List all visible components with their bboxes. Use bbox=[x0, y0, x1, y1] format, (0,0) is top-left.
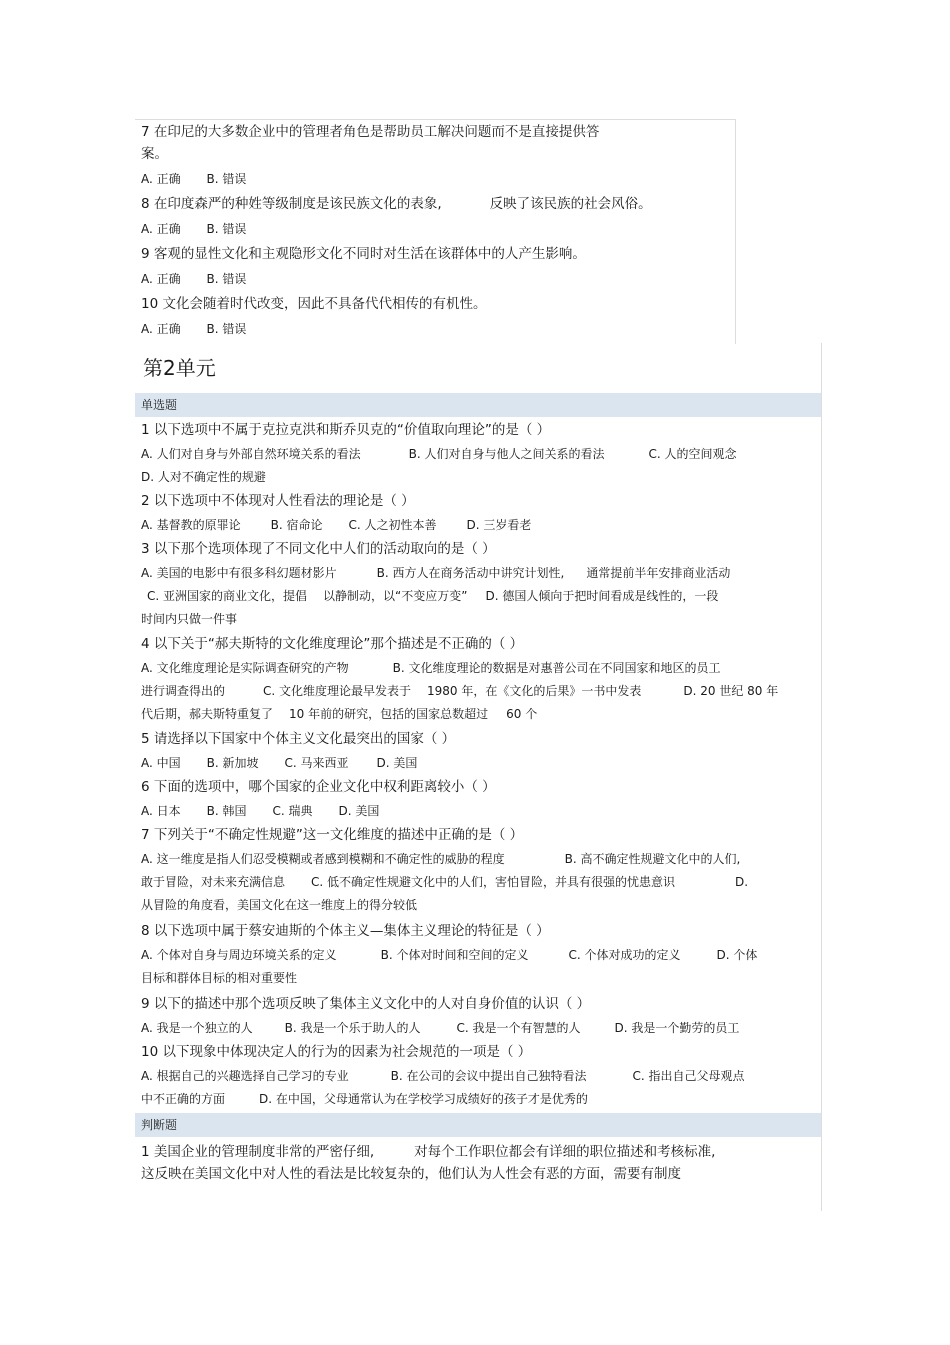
question-4: 4 以下关于“郝夫斯特的文化维度理论”那个描述是不正确的（ ） bbox=[141, 636, 524, 652]
option-c[interactable]: C. 个体对成功的定义 bbox=[568, 948, 681, 962]
option-b[interactable]: B. 高不确定性规避文化中的人们, bbox=[564, 852, 741, 866]
option-true[interactable]: A. 正确 bbox=[141, 272, 181, 286]
question-2-options bbox=[135, 514, 821, 537]
question-7: 7 下列关于“不确定性规避”这一文化维度的描述中正确的是（ ） bbox=[141, 827, 524, 843]
option-a[interactable]: A. 根据自己的兴趣选择自己学习的专业 bbox=[141, 1069, 349, 1083]
option-b[interactable]: B. 西方人在商务活动中讲究计划性, bbox=[376, 566, 565, 580]
question-7: 7 在印尼的大多数企业中的管理者角色是帮助员工解决问题而不是直接提供答 案。 bbox=[141, 124, 600, 162]
question-4-options-line-1 bbox=[135, 657, 821, 680]
option-c[interactable]: C. 指出自己父母观点 bbox=[632, 1069, 745, 1083]
question-4-options-line-3: 代后期，郝夫斯特重复了 10 年前的研究，包括的国家总数超过 60 个 bbox=[141, 707, 538, 721]
option-d[interactable]: D. 德国人倾向于把时间看成是线性的，一段 bbox=[485, 589, 719, 603]
question-10: 10 以下现象中体现决定人的行为的因素为社会规范的一项是（ ） bbox=[141, 1044, 532, 1060]
question-9-options bbox=[135, 268, 735, 291]
question-5: 5 请选择以下国家中个体主义文化最突出的国家（ ） bbox=[141, 731, 456, 747]
question-6: 6 下面的选项中，哪个国家的企业文化中权利距离较小（ ） bbox=[141, 779, 496, 795]
option-b[interactable]: B. 在公司的会议中提出自己独特看法 bbox=[390, 1069, 587, 1083]
option-c[interactable]: C. 人的空间观念 bbox=[648, 447, 737, 461]
option-true[interactable]: A. 正确 bbox=[141, 322, 181, 336]
question-3-options-line-2: C. 亚洲国家的商业文化，提倡 以静制动，以“不变应万变” D. 德国人倾向于把时间看成是线性的，一段 bbox=[147, 589, 719, 603]
question-8-options-line-1 bbox=[135, 944, 821, 967]
question-1-options-line-1 bbox=[135, 443, 821, 466]
option-d[interactable]: D. 三岁看老 bbox=[466, 518, 532, 532]
option-d[interactable]: D. 我是一个勤劳的员工 bbox=[614, 1021, 740, 1035]
question-3: 3 以下那个选项体现了不同文化中人们的活动取向的是（ ） bbox=[141, 541, 496, 557]
option-c[interactable]: C. 马来西亚 bbox=[284, 756, 349, 770]
question-10: 10 文化会随着时代改变，因此不具备代代相传的有机性。 bbox=[141, 296, 487, 312]
question-3-options-line-1: A. 美国的电影中有很多科幻题材影片 B. 西方人在商务活动中讲究计划性, 通常提前半年安排商业活动 bbox=[141, 566, 731, 580]
question-3-options-line-3: 时间内只做一件事 bbox=[141, 612, 238, 626]
option-d[interactable]: D. bbox=[735, 875, 749, 889]
judgement-header: 判断题 bbox=[135, 1113, 821, 1137]
judgement-question-1: 1 美国企业的管理制度非常的严密仔细, 对每个工作职位都会有详细的职位描述和考核标准, 这反映在美国文化中对人性的看法是比较复杂的，他们认为人性会有恶的方面，需要有制度 bbox=[141, 1144, 716, 1182]
question-5-options bbox=[135, 752, 821, 775]
option-b[interactable]: B. 文化维度理论的数据是对惠普公司在不同国家和地区的员工 bbox=[392, 661, 721, 675]
question-8-options bbox=[135, 218, 735, 241]
question-10-options-line-1 bbox=[135, 1065, 821, 1088]
option-b[interactable]: B. 韩国 bbox=[206, 804, 247, 818]
single-choice-header: 单选题 bbox=[135, 393, 821, 417]
option-c[interactable]: C. 人之初性本善 bbox=[348, 518, 437, 532]
option-a[interactable]: A. 个体对自身与周边环境关系的定义 bbox=[141, 948, 337, 962]
question-2: 2 以下选项中不体现对人性看法的理论是（ ） bbox=[141, 493, 415, 509]
question-7-options-line-2: 敢于冒险，对未来充满信息 C. 低不确定性规避文化中的人们，害怕冒险，并具有很强的忧患意识 D. bbox=[141, 875, 749, 889]
option-d[interactable]: D. 美国 bbox=[338, 804, 380, 818]
question-9: 9 客观的显性文化和主观隐形文化不同时对生活在该群体中的人产生影响。 bbox=[141, 246, 586, 262]
option-b[interactable]: B. 宿命论 bbox=[270, 518, 323, 532]
option-d[interactable]: D. 在中国，父母通常认为在学校学习成绩好的孩子才是优秀的 bbox=[259, 1092, 588, 1106]
option-a[interactable]: A. 人们对自身与外部自然环境关系的看法 bbox=[141, 447, 361, 461]
option-a[interactable]: A. 我是一个独立的人 bbox=[141, 1021, 253, 1035]
option-false[interactable]: B. 错误 bbox=[206, 222, 247, 236]
option-false[interactable]: B. 错误 bbox=[206, 322, 247, 336]
option-c[interactable]: C. 我是一个有智慧的人 bbox=[456, 1021, 581, 1035]
option-c[interactable]: C. 瑞典 bbox=[272, 804, 313, 818]
question-9-options bbox=[135, 1017, 821, 1040]
question-8: 8 在印度森严的种姓等级制度是该民族文化的表象, 反映了该民族的社会风俗。 bbox=[141, 196, 652, 212]
option-a[interactable]: A. 日本 bbox=[141, 804, 181, 818]
option-true[interactable]: A. 正确 bbox=[141, 222, 181, 236]
question-8-options-line-2: 目标和群体目标的相对重要性 bbox=[141, 971, 298, 985]
option-false[interactable]: B. 错误 bbox=[206, 172, 247, 186]
option-c[interactable]: C. 亚洲国家的商业文化，提倡 bbox=[147, 589, 308, 603]
option-a[interactable]: A. 中国 bbox=[141, 756, 181, 770]
option-b[interactable]: B. 个体对时间和空间的定义 bbox=[380, 948, 529, 962]
question-9: 9 以下的描述中那个选项反映了集体主义文化中的人对自身价值的认识（ ） bbox=[141, 996, 591, 1012]
option-d[interactable]: D. 美国 bbox=[376, 756, 418, 770]
previous-unit-judgement-block bbox=[135, 119, 736, 344]
question-7-options-line-3: 从冒险的角度看，美国文化在这一维度上的得分较低 bbox=[141, 898, 418, 912]
option-a[interactable]: A. 这一维度是指人们忍受模糊或者感到模糊和不确定性的威胁的程度 bbox=[141, 852, 505, 866]
question-1: 1 以下选项中不属于克拉克洪和斯乔贝克的“价值取向理论”的是（ ） bbox=[141, 422, 551, 438]
option-false[interactable]: B. 错误 bbox=[206, 272, 247, 286]
option-c[interactable]: C. 低不确定性规避文化中的人们，害怕冒险，并具有很强的忧患意识 bbox=[311, 875, 676, 889]
option-b[interactable]: B. 我是一个乐于助人的人 bbox=[284, 1021, 421, 1035]
option-a[interactable]: A. 基督教的原罪论 bbox=[141, 518, 241, 532]
option-a[interactable]: A. 文化维度理论是实际调查研究的产物 bbox=[141, 661, 349, 675]
question-4-options-line-2: 进行调查得出的 C. 文化维度理论最早发表于 1980 年，在《文化的后果》一书中发表 D. 20 世纪 80 年 bbox=[141, 684, 779, 698]
unit-2-section bbox=[135, 343, 822, 1211]
option-d[interactable]: D. 人对不确定性的规避 bbox=[141, 470, 266, 484]
option-true[interactable]: A. 正确 bbox=[141, 172, 181, 186]
option-a[interactable]: A. 美国的电影中有很多科幻题材影片 bbox=[141, 566, 337, 580]
option-c[interactable]: C. 文化维度理论最早发表于 bbox=[263, 684, 412, 698]
question-7-options-line-1 bbox=[135, 848, 821, 871]
option-b[interactable]: B. 新加坡 bbox=[206, 756, 259, 770]
question-8: 8 以下选项中属于蔡安迪斯的个体主义—集体主义理论的特征是（ ） bbox=[141, 923, 550, 939]
option-d[interactable]: D. 20 世纪 80 年 bbox=[683, 684, 779, 698]
option-b[interactable]: B. 人们对自身与他人之间关系的看法 bbox=[408, 447, 605, 461]
unit-title: 第2单元 bbox=[143, 356, 216, 380]
option-d[interactable]: D. 个体 bbox=[716, 948, 758, 962]
question-7-options bbox=[135, 168, 735, 191]
question-10-options bbox=[135, 318, 735, 341]
question-10-options-line-2: 中不正确的方面 D. 在中国，父母通常认为在学校学习成绩好的孩子才是优秀的 bbox=[141, 1092, 588, 1106]
question-6-options bbox=[135, 800, 821, 823]
